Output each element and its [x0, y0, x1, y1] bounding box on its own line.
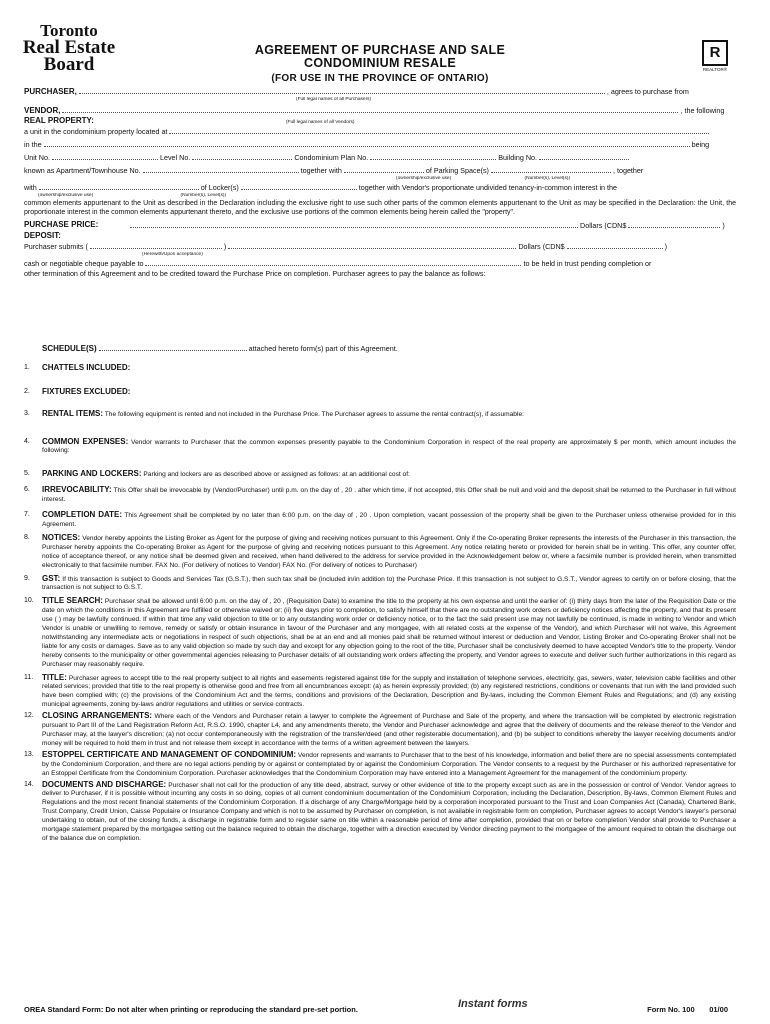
property-being: being	[691, 140, 710, 149]
logo-line-3: Board	[43, 54, 95, 75]
plan-field[interactable]	[370, 152, 496, 160]
property-in-row	[24, 139, 736, 150]
parking-number-field[interactable]	[491, 165, 611, 173]
deposit-payable-row	[24, 258, 736, 269]
logo-line-2: Real Estate	[22, 37, 116, 58]
section-10	[24, 597, 736, 669]
section-12	[24, 712, 736, 749]
section-number: 5.	[24, 470, 30, 478]
common-elements-text: common elements appurtenant to the Unit as described in the Declaration including the exclusive right to use such other parts of the common elements appurtenant to the Unit as may be specified in the Declaration: the Unit, the proportionate interest in the common elements appurtenant thereto, and the exclusive use portions of the common elements being herein called the "property".	[24, 200, 736, 217]
treb-logo	[14, 22, 124, 73]
section-number: 4.	[24, 437, 30, 445]
section-7	[24, 511, 736, 530]
section-number: 13.	[24, 750, 34, 758]
section-13	[24, 751, 736, 779]
together2-label: , together	[612, 166, 644, 175]
footer-form-number	[647, 1005, 728, 1014]
section-number: 7.	[24, 511, 30, 519]
vendor-tail: , the following	[680, 106, 725, 115]
purchaser-hint: (Full legal names of all Purchasers)	[296, 97, 372, 102]
vendor-field[interactable]	[62, 105, 678, 113]
deposit-close: )	[223, 241, 227, 251]
purchaser-tail: , agrees to purchase from	[606, 87, 689, 96]
footer	[24, 1005, 736, 1014]
property-address-field[interactable]	[169, 126, 709, 134]
parking-hint-excl: (ownership/exclusive use)	[396, 176, 452, 181]
section-8	[24, 534, 736, 571]
section-text: Purchaser agrees to accept title to the real property subject to all rights and easements registered against title for the supply and installation of telephone services, electricity, gas, sewers, water, television cable facilities and other related services; provided that title to the real property is otherwise good and free from all encumbrances except: (a) as herein expressly provided; (b) any registered restrictions, conditions or covenants that run with the land provided such have been complied with; (c) the provisions of the Condominium Act and the terms, conditions and provisions of the Declaration, Description and By-laws, including the Common Element Rules and Regulations; and (d) any existing municipal agreements, zoning by-laws and/or regulations and utilities or service contracts.	[42, 674, 736, 709]
price-label: PURCHASE PRICE:	[24, 219, 99, 229]
purchaser-row	[24, 86, 736, 97]
realtor-logo	[700, 40, 730, 72]
price-words-field[interactable]	[130, 220, 578, 228]
parking-hint-num: (Number(s), Level(s))	[524, 176, 571, 181]
together-label: together with	[300, 166, 342, 175]
section-3	[24, 410, 736, 420]
footer-date: 01/00	[709, 1005, 728, 1014]
unit-row	[24, 152, 736, 163]
vendor-hint: (Full legal names of all Vendors)	[285, 120, 355, 125]
section-heading: NOTICES:	[42, 532, 81, 542]
footer-notice: OREA Standard Form: Do not alter when printing or reproducing the standard pre-set portion.	[24, 1005, 358, 1014]
locker-number-field[interactable]	[241, 182, 357, 190]
section-text: Purchaser shall not call for the production of any title deed, abstract, survey or other evidence of title to the property except such as are in the possession or control of Vendor. Vendor agrees to deliver to Purchaser, if it is possible without incurring any costs in so doing, copies of all current condominium documentation of the Condominium Corporation, including the Declaration, Description, By-laws, Common Element Rules and Regulations and the most recent financial statements of the Condominium Corporation. If a discharge of any Charge/Mortgage held by a corporation incorporated pursuant to the Trust and Loan Companies Act (Canada), Chartered Bank, Trust Company, Credit Union, Caisse Populaire or Insurance Company and which is not to be assumed by Purchaser on completion, is not available in registrable form on completion, Purchaser agrees to accept Vendor's lawyer's personal undertaking to obtain, out of the closing funds, a discharge in registrable form and to register same on title within a reasonable period of time after completion, provided that on or before completion Vendor shall provide to Purchaser a mortgage statement prepared by the mortgagee setting out the balance required to obtain the discharge, together with a direction executed by Vendor directing payment to the mortgagee of the amount required to obtain the discharge out of the balance due on completion.	[42, 781, 737, 842]
section-text: The following equipment is rented and not included in the Purchase Price. The Purchaser agrees to assume the rental contract(s), if assumable:	[104, 410, 524, 418]
unit-field[interactable]	[52, 152, 158, 160]
deposit-label: DEPOSIT:	[24, 230, 61, 240]
realtor-text: REALTOR®	[702, 67, 728, 72]
property-location-row	[24, 126, 736, 137]
section-number: 11.	[24, 673, 34, 681]
known-row	[24, 165, 736, 176]
form-title	[200, 44, 560, 85]
property-label: REAL PROPERTY:	[24, 116, 94, 125]
title-line-2: CONDOMINIUM RESALE	[304, 56, 456, 70]
section-heading: TITLE SEARCH:	[42, 596, 103, 606]
section-2	[24, 388, 736, 398]
purchaser-field[interactable]	[79, 86, 605, 94]
price-close: )	[722, 220, 725, 230]
building-label: Building No.	[498, 153, 538, 162]
section-number: 2.	[24, 387, 30, 395]
property-municipality-field[interactable]	[44, 139, 690, 147]
section-text: Vendor represents and warrants to Purchaser that to the best of his knowledge, information and belief there are no special assessments contemplated by the Condominium Corporation, and there are no legal actions pending by or against or contemplated by or against the Condominium Corporation. The Vendor consents to a request by the Purchaser or his authorized representative for an Estoppel Certificate from the Condominium Corporation. Purchaser acknowledges that the Condominium Corporation may have entered into a Management Agreement for the management of the condominium property.	[42, 751, 736, 777]
property-label-row	[24, 116, 736, 126]
building-field[interactable]	[539, 152, 629, 160]
deposit-timing-field[interactable]	[90, 241, 222, 249]
locker-count-field[interactable]	[39, 182, 199, 190]
deposit-close-2: )	[664, 241, 668, 251]
deposit-submits: Purchaser submits (	[24, 241, 88, 251]
deposit-dollars: Dollars (CDN$	[518, 241, 565, 251]
price-amount-field[interactable]	[628, 220, 720, 228]
price-dollars: Dollars (CDN$	[580, 220, 627, 230]
realtor-mark-icon: R	[702, 40, 728, 66]
locker-row	[24, 182, 736, 193]
form-body	[24, 86, 736, 844]
section-number: 6.	[24, 486, 30, 494]
deposit-label-row	[24, 231, 736, 241]
vendor-label: VENDOR,	[24, 106, 61, 115]
section-heading: DOCUMENTS AND DISCHARGE:	[42, 779, 167, 789]
balance-space[interactable]	[24, 279, 736, 343]
section-heading: TITLE:	[42, 672, 67, 682]
instant-forms-logo: Instant forms	[458, 998, 528, 1010]
parking-label: of Parking Space(s)	[425, 166, 489, 175]
deposit-payee-field[interactable]	[145, 258, 521, 266]
purchaser-label: PURCHASER,	[24, 87, 77, 96]
locker-hints-row	[24, 193, 736, 199]
section-text: Purchaser shall be allowed until 6:00 p.m. on the day of , 20 , (Requisition Date) to examine the title to the property at his own expense and until the earlier of: (i) thirty days from the later of the Requisition Date or the date on which the conditions in this Agreement are fulfilled or otherwise waived or; (ii) five days prior to completion, to satisfy himself that there are no outstanding work orders or deficiency notices affecting the property, and that its present use ( ) may be lawfully continued. If within that time any valid objection to title or to any outstanding work order or deficiency notice, or to the fact the said present use may not lawfully be continued, is made in writing to Vendor and which Vendor is unable or unwilling to remove, remedy or satisfy or obtain insurance in favour of the Purchaser and any mortgagee, with all related costs at the expense of the Vendor), and which Purchaser will not waive, this Agreement notwithstanding any intermediate acts or negotiations in respect of such objections, shall be at an end and all monies paid shall be returned without interest or deduction and Vendor, Listing Broker and Co-operating Broker shall not be liable for any costs or damages. Save as to any valid objection so made by such day and except for any objection going to the root of the title, Purchaser shall be conclusively deemed to have accepted Vendor's title to the property. Vendor hereby consents to the municipality or other governmental agencies releasing to Purchaser details of all outstanding work orders affecting the property, and Vendor agrees to execute and deliver such further authorizations in this regard as Purchaser may reasonably require.	[42, 598, 736, 668]
section-number: 14.	[24, 780, 34, 788]
title-line-3: (FOR USE IN THE PROVINCE OF ONTARIO)	[271, 73, 489, 84]
apartment-field[interactable]	[143, 165, 299, 173]
section-heading: CLOSING ARRANGEMENTS:	[42, 711, 153, 721]
plan-label: Condominium Plan No.	[294, 153, 369, 162]
section-text: Vendor warrants to Purchaser that the common expenses presently payable to the Condominium Corporation in respect of the real property are approximately $ per month, which amount includes the following:	[42, 438, 737, 455]
level-label: Level No.	[159, 153, 191, 162]
tic-label: together with Vendor's proportionate undivided tenancy-in-common interest in the	[358, 183, 618, 192]
section-heading: RENTAL ITEMS:	[42, 408, 104, 418]
section-4	[24, 438, 736, 457]
schedule-label: SCHEDULE(S)	[42, 343, 97, 353]
section-heading: FIXTURES EXCLUDED:	[42, 386, 131, 396]
deposit-cash: cash or negotiable cheque payable to	[24, 258, 144, 268]
section-number: 8.	[24, 533, 30, 541]
with-label: with	[24, 183, 37, 192]
schedule-field[interactable]	[99, 343, 247, 351]
section-number: 10.	[24, 597, 34, 605]
section-5	[24, 470, 736, 480]
price-amount-row	[24, 220, 736, 231]
lockers-label: of Locker(s)	[200, 183, 239, 192]
sections-list	[24, 364, 736, 844]
section-text: This Offer shall be irrevocable by (Vendor/Purchaser) until p.m. on the day of , 20 . after which time, if not accepted, this Offer shall be null and void and the deposit shall be returned to the Purchaser in full without interest.	[42, 487, 737, 504]
section-text: Parking and lockers are as described above or assigned as follows: at an additional cost of:	[143, 471, 410, 479]
title-line-1: AGREEMENT OF PURCHASE AND SALE	[254, 43, 506, 57]
section-heading: GST:	[42, 573, 61, 583]
footer-form: Form No. 100	[647, 1005, 695, 1014]
section-heading: ESTOPPEL CERTIFICATE AND MANAGEMENT OF CONDOMINIUM:	[42, 749, 297, 759]
section-text: Where each of the Vendors and Purchaser retain a lawyer to complete the Agreement of Purchase and Sale of the property, and where the transaction will be completed by electronic registration pursuant to Part III of the Land Registration Reform Act, R.S.O. 1990, chapter L4, and any amendments thereto, the Vendor and Purchaser acknowledge and agree that the delivery of documents and the release thereof to the Vendor and Purchaser may, at the lawyer's discretion; (a) not occur contemporaneously with the registration of the transfer/deed (and other registerable documentation), and (b) be subject to conditions whereby the lawyer receiving documents and/or money will be required to hold them in trust and not release them except in accordance with the terms of a written agreement between the lawyers.	[42, 713, 736, 747]
known-label: known as Apartment/Townhouse No.	[24, 166, 141, 175]
schedule-tail: attached hereto form(s) part of this Agreement.	[248, 343, 398, 353]
deposit-other-text: other termination of this Agreement and to be credited toward the Purchase Price on completion. Purchaser agrees to pay the balance as follows:	[24, 268, 486, 278]
schedule-row	[24, 343, 736, 354]
deposit-row	[24, 241, 736, 252]
logo-line-1: Toronto	[40, 21, 98, 40]
section-number: 1.	[24, 363, 30, 371]
section-14	[24, 781, 736, 844]
section-text: Vendor hereby appoints the Listing Broker as Agent for the purpose of giving and receiving notices pursuant to this Agreement. Only if the Co-operating Broker represents the interests of the Purchaser in this transaction, the Purchaser hereby appoints the Co-operating Broker as Agent for the purpose of giving and receiving notices pursuant to this Agreement. Any notice relating hereto or provided for herein shall be in writing. This offer, any counter offer, notice of acceptance thereof, or any notice shall be deemed given and received, when hand delivered to the address for service provided in the Acknowledgement below or, where a facsimile number is provided herein, when transmitted electronically to that facsimile number. FAX No. (For delivery of notices to Vendor) FAX No. (For delivery of notices to Purchaser)	[42, 534, 736, 569]
section-6	[24, 486, 736, 505]
deposit-words-field[interactable]	[228, 241, 516, 249]
property-line1: a unit in the condominium property located at	[24, 127, 168, 136]
vendor-row	[24, 105, 736, 116]
section-text: If this transaction is subject to Goods and Services Tax (G.S.T.), then such tax shall be (included in/in addition to) the Purchase Price. If this transaction is not subject to G.S.T., Vendor agrees to certify on or before closing, that the transaction is not subject to G.S.T.	[42, 575, 736, 592]
locker-hint-num: (Number(s), Level(s))	[180, 193, 227, 198]
section-heading: CHATTELS INCLUDED:	[42, 362, 131, 372]
locker-hint-excl: (ownership/exclusive use)	[38, 193, 94, 198]
parking-count-field[interactable]	[344, 165, 424, 173]
section-1	[24, 364, 736, 374]
section-heading: COMPLETION DATE:	[42, 510, 123, 520]
section-9	[24, 575, 736, 594]
section-number: 12.	[24, 712, 34, 720]
section-number: 9.	[24, 574, 30, 582]
property-in-the: in the	[24, 140, 42, 149]
deposit-held: to be held in trust pending completion or	[523, 258, 652, 268]
section-heading: COMMON EXPENSES:	[42, 436, 129, 446]
section-number: 3.	[24, 409, 30, 417]
deposit-amount-field[interactable]	[567, 241, 663, 249]
level-field[interactable]	[192, 152, 292, 160]
deposit-hint: (Herewith/Upon acceptance)	[142, 251, 203, 257]
unit-label: Unit No.	[24, 153, 50, 162]
section-heading: PARKING AND LOCKERS:	[42, 469, 142, 479]
section-heading: IRREVOCABILITY:	[42, 485, 112, 495]
section-11	[24, 674, 736, 711]
section-text: This Agreement shall be completed by no later than 6:00 p.m. on the day of , 20 . Upon completion, vacant possession of the property shall be given to the Purchaser unless otherwise provided for in this Agreement.	[42, 512, 736, 528]
